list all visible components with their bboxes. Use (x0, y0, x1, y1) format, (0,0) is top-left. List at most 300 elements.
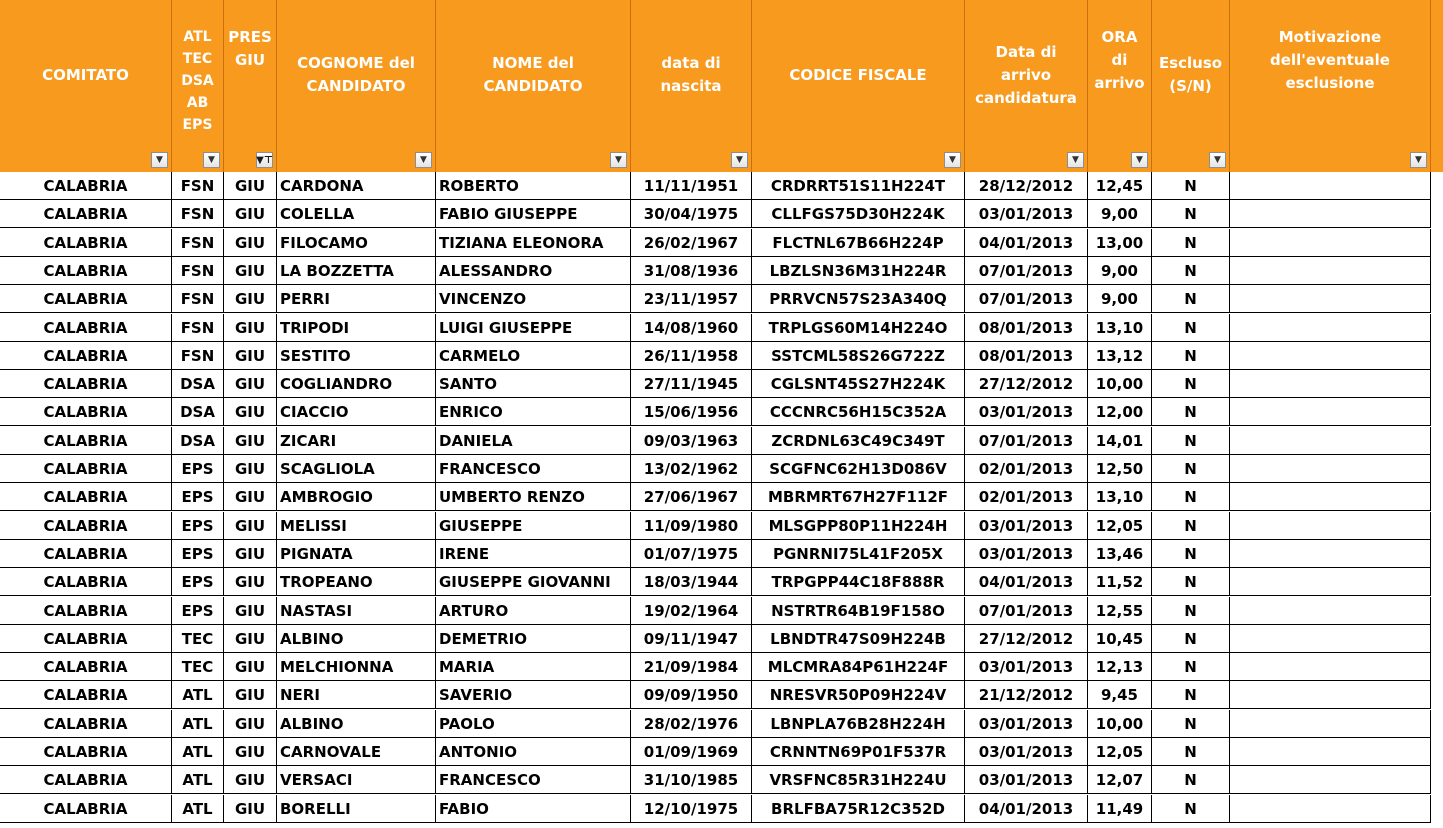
cell-comitato[interactable]: CALABRIA (0, 795, 172, 823)
filter-dropdown-icon[interactable]: ▼ (151, 152, 168, 168)
cell-nome[interactable]: VINCENZO (436, 285, 631, 313)
column-header-label: PRES GIU (228, 28, 272, 69)
cell-comitato[interactable]: CALABRIA (0, 229, 172, 257)
filter-dropdown-icon[interactable]: ▼ (610, 152, 627, 168)
cell-motivazione[interactable] (1230, 314, 1431, 342)
cell-nascita[interactable]: 09/11/1947 (631, 625, 752, 653)
filter-dropdown-icon[interactable]: ▼ (1209, 152, 1226, 168)
cell-pres[interactable]: GIU (224, 257, 277, 285)
cell-tipo[interactable]: DSA (172, 398, 224, 426)
cell-escluso[interactable]: N (1152, 738, 1230, 766)
cell-nascita[interactable]: 23/11/1957 (631, 285, 752, 313)
column-header-ora[interactable] (1088, 0, 1152, 172)
column-header-tipo[interactable] (172, 0, 224, 172)
cell-cf[interactable]: CGLSNT45S27H224K (752, 370, 965, 398)
cell-pres[interactable]: GIU (224, 455, 277, 483)
cell-motivazione[interactable] (1230, 229, 1431, 257)
cell-ora[interactable]: 9,00 (1088, 257, 1152, 285)
cell-ora[interactable]: 12,05 (1088, 738, 1152, 766)
table-row (0, 398, 1443, 426)
cell-nome[interactable]: SANTO (436, 370, 631, 398)
cell-comitato[interactable]: CALABRIA (0, 314, 172, 342)
cell-arrivo[interactable]: 27/12/2012 (965, 625, 1088, 653)
cell-motivazione[interactable] (1230, 398, 1431, 426)
column-header-label: Data di arrivo candidatura (975, 42, 1077, 107)
cell-arrivo[interactable]: 03/01/2013 (965, 653, 1088, 681)
cell-nascita[interactable]: 09/09/1950 (631, 681, 752, 709)
cell-comitato[interactable]: CALABRIA (0, 597, 172, 625)
cell-comitato[interactable]: CALABRIA (0, 342, 172, 370)
cell-tipo[interactable]: ATL (172, 738, 224, 766)
filter-dropdown-icon[interactable]: ▼ (203, 152, 220, 168)
cell-comitato[interactable]: CALABRIA (0, 427, 172, 455)
cell-cf[interactable]: NRESVR50P09H224V (752, 681, 965, 709)
cell-cognome[interactable]: ZICARI (277, 427, 436, 455)
cell-tipo[interactable]: FSN (172, 314, 224, 342)
cell-cognome[interactable]: CIACCIO (277, 398, 436, 426)
cell-escluso[interactable]: N (1152, 512, 1230, 540)
cell-arrivo[interactable]: 02/01/2013 (965, 455, 1088, 483)
cell-nome[interactable]: MARIA (436, 653, 631, 681)
column-header-cognome[interactable] (277, 0, 436, 172)
cell-tipo[interactable]: FSN (172, 285, 224, 313)
cell-cognome[interactable]: TROPEANO (277, 568, 436, 596)
cell-motivazione[interactable] (1230, 483, 1431, 511)
cell-nascita[interactable]: 11/11/1951 (631, 172, 752, 200)
cell-cf[interactable]: CLLFGS75D30H224K (752, 200, 965, 228)
cell-arrivo[interactable]: 21/12/2012 (965, 681, 1088, 709)
cell-motivazione[interactable] (1230, 370, 1431, 398)
cell-motivazione[interactable] (1230, 795, 1431, 823)
cell-tipo[interactable]: DSA (172, 427, 224, 455)
cell-comitato[interactable]: CALABRIA (0, 540, 172, 568)
cell-nome[interactable]: ENRICO (436, 398, 631, 426)
cell-pres[interactable]: GIU (224, 370, 277, 398)
cell-nome[interactable]: DEMETRIO (436, 625, 631, 653)
cell-nome[interactable]: LUIGI GIUSEPPE (436, 314, 631, 342)
column-header-label: COGNOME del CANDIDATO (297, 54, 415, 95)
cell-nascita[interactable]: 14/08/1960 (631, 314, 752, 342)
cell-motivazione[interactable] (1230, 653, 1431, 681)
filter-dropdown-icon[interactable]: ▼ (944, 152, 961, 168)
cell-comitato[interactable]: CALABRIA (0, 710, 172, 738)
cell-nome[interactable]: GIUSEPPE GIOVANNI (436, 568, 631, 596)
cell-ora[interactable]: 12,00 (1088, 398, 1152, 426)
cell-motivazione[interactable] (1230, 710, 1431, 738)
cell-tipo[interactable]: EPS (172, 540, 224, 568)
cell-comitato[interactable]: CALABRIA (0, 681, 172, 709)
cell-cf[interactable]: MBRMRT67H27F112F (752, 483, 965, 511)
cell-comitato[interactable]: CALABRIA (0, 483, 172, 511)
cell-arrivo[interactable]: 28/12/2012 (965, 172, 1088, 200)
filter-dropdown-icon[interactable]: ▼ (1067, 152, 1084, 168)
cell-cf[interactable]: SSTCML58S26G722Z (752, 342, 965, 370)
cell-ora[interactable]: 13,46 (1088, 540, 1152, 568)
cell-comitato[interactable]: CALABRIA (0, 285, 172, 313)
cell-cf[interactable]: FLCTNL67B66H224P (752, 229, 965, 257)
cell-nascita[interactable]: 15/06/1956 (631, 398, 752, 426)
cell-tipo[interactable]: EPS (172, 455, 224, 483)
cell-escluso[interactable]: N (1152, 229, 1230, 257)
cell-escluso[interactable]: N (1152, 795, 1230, 823)
cell-motivazione[interactable] (1230, 766, 1431, 794)
cell-nascita[interactable]: 26/02/1967 (631, 229, 752, 257)
cell-tipo[interactable]: ATL (172, 710, 224, 738)
cell-tipo[interactable]: FSN (172, 257, 224, 285)
cell-nome[interactable]: FRANCESCO (436, 766, 631, 794)
cell-tipo[interactable]: FSN (172, 200, 224, 228)
cell-comitato[interactable]: CALABRIA (0, 370, 172, 398)
table-row (0, 342, 1443, 370)
cell-pres[interactable]: GIU (224, 200, 277, 228)
cell-pres[interactable]: GIU (224, 597, 277, 625)
cell-escluso[interactable]: N (1152, 540, 1230, 568)
table-row (0, 597, 1443, 625)
table-row (0, 710, 1443, 738)
cell-pres[interactable]: GIU (224, 483, 277, 511)
cell-cf[interactable]: ZCRDNL63C49C349T (752, 427, 965, 455)
cell-nome[interactable]: FRANCESCO (436, 455, 631, 483)
cell-comitato[interactable]: CALABRIA (0, 398, 172, 426)
cell-pres[interactable]: GIU (224, 681, 277, 709)
cell-comitato[interactable]: CALABRIA (0, 257, 172, 285)
cell-motivazione[interactable] (1230, 455, 1431, 483)
cell-pres[interactable]: GIU (224, 229, 277, 257)
cell-escluso[interactable]: N (1152, 455, 1230, 483)
cell-arrivo[interactable]: 03/01/2013 (965, 766, 1088, 794)
cell-arrivo[interactable]: 03/01/2013 (965, 540, 1088, 568)
cell-escluso[interactable]: N (1152, 398, 1230, 426)
cell-tipo[interactable]: EPS (172, 568, 224, 596)
cell-cognome[interactable]: COLELLA (277, 200, 436, 228)
cell-tipo[interactable]: ATL (172, 795, 224, 823)
cell-cognome[interactable]: BORELLI (277, 795, 436, 823)
cell-escluso[interactable]: N (1152, 766, 1230, 794)
cell-motivazione[interactable] (1230, 681, 1431, 709)
table-row (0, 540, 1443, 568)
cell-cognome[interactable]: ALBINO (277, 625, 436, 653)
cell-nome[interactable]: IRENE (436, 540, 631, 568)
cell-ora[interactable]: 11,52 (1088, 568, 1152, 596)
cell-cf[interactable]: TRPGPP44C18F888R (752, 568, 965, 596)
column-header-arrivo[interactable] (965, 0, 1088, 172)
cell-cf[interactable]: CRNNTN69P01F537R (752, 738, 965, 766)
cell-cognome[interactable]: MELCHIONNA (277, 653, 436, 681)
column-header-pres[interactable] (224, 0, 277, 172)
cell-tipo[interactable]: DSA (172, 370, 224, 398)
table-row (0, 285, 1443, 313)
cell-tipo[interactable]: TEC (172, 625, 224, 653)
cell-cf[interactable]: LBZLSN36M31H224R (752, 257, 965, 285)
cell-pres[interactable]: GIU (224, 540, 277, 568)
cell-ora[interactable]: 12,50 (1088, 455, 1152, 483)
cell-escluso[interactable]: N (1152, 200, 1230, 228)
cell-arrivo[interactable]: 03/01/2013 (965, 512, 1088, 540)
column-header-label: Escluso (S/N) (1158, 54, 1223, 95)
cell-ora[interactable]: 10,45 (1088, 625, 1152, 653)
cell-nascita[interactable]: 27/06/1967 (631, 483, 752, 511)
cell-nome[interactable]: ALESSANDRO (436, 257, 631, 285)
cell-cognome[interactable]: TRIPODI (277, 314, 436, 342)
cell-arrivo[interactable]: 07/01/2013 (965, 257, 1088, 285)
cell-pres[interactable]: GIU (224, 766, 277, 794)
cell-motivazione[interactable] (1230, 568, 1431, 596)
cell-nome[interactable]: GIUSEPPE (436, 512, 631, 540)
cell-ora[interactable]: 9,00 (1088, 285, 1152, 313)
cell-pres[interactable]: GIU (224, 625, 277, 653)
cell-cognome[interactable]: PIGNATA (277, 540, 436, 568)
cell-tipo[interactable]: ATL (172, 766, 224, 794)
cell-nome[interactable]: PAOLO (436, 710, 631, 738)
cell-nascita[interactable]: 27/11/1945 (631, 370, 752, 398)
cell-pres[interactable]: GIU (224, 285, 277, 313)
cell-cf[interactable]: BRLFBA75R12C352D (752, 795, 965, 823)
cell-nome[interactable]: ARTURO (436, 597, 631, 625)
cell-comitato[interactable]: CALABRIA (0, 738, 172, 766)
cell-ora[interactable]: 11,49 (1088, 795, 1152, 823)
cell-cf[interactable]: PRRVCN57S23A340Q (752, 285, 965, 313)
column-header-label: ORA di arrivo (1094, 28, 1145, 92)
cell-ora[interactable]: 12,13 (1088, 653, 1152, 681)
cell-cognome[interactable]: MELISSI (277, 512, 436, 540)
cell-tipo[interactable]: EPS (172, 597, 224, 625)
cell-escluso[interactable]: N (1152, 568, 1230, 596)
table-row (0, 370, 1443, 398)
cell-comitato[interactable]: CALABRIA (0, 766, 172, 794)
cell-arrivo[interactable]: 07/01/2013 (965, 597, 1088, 625)
cell-tipo[interactable]: FSN (172, 342, 224, 370)
cell-cf[interactable]: CRDRRT51S11H224T (752, 172, 965, 200)
cell-escluso[interactable]: N (1152, 370, 1230, 398)
cell-arrivo[interactable]: 27/12/2012 (965, 370, 1088, 398)
cell-cognome[interactable]: SESTITO (277, 342, 436, 370)
cell-nascita[interactable]: 28/02/1976 (631, 710, 752, 738)
column-header-label: COMITATO (42, 65, 129, 84)
cell-nascita[interactable]: 11/09/1980 (631, 512, 752, 540)
cell-ora[interactable]: 12,07 (1088, 766, 1152, 794)
cell-ora[interactable]: 12,05 (1088, 512, 1152, 540)
cell-escluso[interactable]: N (1152, 257, 1230, 285)
cell-escluso[interactable]: N (1152, 483, 1230, 511)
cell-comitato[interactable]: CALABRIA (0, 653, 172, 681)
cell-ora[interactable]: 13,10 (1088, 314, 1152, 342)
cell-pres[interactable]: GIU (224, 427, 277, 455)
cell-ora[interactable]: 10,00 (1088, 710, 1152, 738)
cell-escluso[interactable]: N (1152, 285, 1230, 313)
cell-escluso[interactable]: N (1152, 597, 1230, 625)
cell-nascita[interactable]: 30/04/1975 (631, 200, 752, 228)
table-row (0, 229, 1443, 257)
cell-motivazione[interactable] (1230, 342, 1431, 370)
cell-escluso[interactable]: N (1152, 342, 1230, 370)
cell-tipo[interactable]: TEC (172, 653, 224, 681)
cell-nome[interactable]: FABIO GIUSEPPE (436, 200, 631, 228)
cell-ora[interactable]: 13,00 (1088, 229, 1152, 257)
table-row (0, 766, 1443, 794)
cell-cognome[interactable]: COGLIANDRO (277, 370, 436, 398)
cell-nascita[interactable]: 18/03/1944 (631, 568, 752, 596)
cell-arrivo[interactable]: 07/01/2013 (965, 427, 1088, 455)
cell-ora[interactable]: 13,12 (1088, 342, 1152, 370)
cell-motivazione[interactable] (1230, 738, 1431, 766)
cell-pres[interactable]: GIU (224, 172, 277, 200)
cell-cf[interactable]: MLSGPP80P11H224H (752, 512, 965, 540)
cell-ora[interactable]: 12,45 (1088, 172, 1152, 200)
cell-escluso[interactable]: N (1152, 172, 1230, 200)
filter-dropdown-icon[interactable]: ▼ (1410, 152, 1427, 168)
table-row (0, 795, 1443, 823)
filter-dropdown-icon[interactable]: ▼ (415, 152, 432, 168)
cell-cognome[interactable]: LA BOZZETTA (277, 257, 436, 285)
cell-ora[interactable]: 9,00 (1088, 200, 1152, 228)
cell-cf[interactable]: MLCMRA84P61H224F (752, 653, 965, 681)
filter-dropdown-icon[interactable]: ▼ (1131, 152, 1148, 168)
cell-nascita[interactable]: 19/02/1964 (631, 597, 752, 625)
cell-nome[interactable]: FABIO (436, 795, 631, 823)
cell-cf[interactable]: SCGFNC62H13D086V (752, 455, 965, 483)
cell-cf[interactable]: NSTRTR64B19F158O (752, 597, 965, 625)
column-header-label: CODICE FISCALE (789, 65, 927, 84)
table-row (0, 172, 1443, 200)
cell-pres[interactable]: GIU (224, 398, 277, 426)
cell-arrivo[interactable]: 02/01/2013 (965, 483, 1088, 511)
table-row (0, 653, 1443, 681)
cell-comitato[interactable]: CALABRIA (0, 568, 172, 596)
cell-tipo[interactable]: ATL (172, 681, 224, 709)
cell-cf[interactable]: PGNRNI75L41F205X (752, 540, 965, 568)
cell-comitato[interactable]: CALABRIA (0, 455, 172, 483)
cell-arrivo[interactable]: 08/01/2013 (965, 342, 1088, 370)
cell-nascita[interactable]: 31/08/1936 (631, 257, 752, 285)
table-row (0, 427, 1443, 455)
cell-nascita[interactable]: 01/07/1975 (631, 540, 752, 568)
cell-arrivo[interactable]: 03/01/2013 (965, 200, 1088, 228)
cell-nascita[interactable]: 21/09/1984 (631, 653, 752, 681)
cell-nascita[interactable]: 26/11/1958 (631, 342, 752, 370)
cell-cognome[interactable]: FILOCAMO (277, 229, 436, 257)
cell-cf[interactable]: VRSFNC85R31H224U (752, 766, 965, 794)
cell-pres[interactable]: GIU (224, 568, 277, 596)
cell-ora[interactable]: 14,01 (1088, 427, 1152, 455)
cell-arrivo[interactable]: 03/01/2013 (965, 738, 1088, 766)
cell-cognome[interactable]: CARNOVALE (277, 738, 436, 766)
cell-ora[interactable]: 13,10 (1088, 483, 1152, 511)
cell-pres[interactable]: GIU (224, 710, 277, 738)
table-row (0, 738, 1443, 766)
cell-nome[interactable]: SAVERIO (436, 681, 631, 709)
column-header-cf[interactable] (752, 0, 965, 172)
cell-motivazione[interactable] (1230, 512, 1431, 540)
cell-motivazione[interactable] (1230, 540, 1431, 568)
column-header-nascita[interactable] (631, 0, 752, 172)
cell-nascita[interactable]: 09/03/1963 (631, 427, 752, 455)
cell-nascita[interactable]: 13/02/1962 (631, 455, 752, 483)
cell-arrivo[interactable]: 04/01/2013 (965, 568, 1088, 596)
cell-escluso[interactable]: N (1152, 314, 1230, 342)
cell-cognome[interactable]: ALBINO (277, 710, 436, 738)
table-row (0, 681, 1443, 709)
cell-escluso[interactable]: N (1152, 681, 1230, 709)
cell-cognome[interactable]: NASTASI (277, 597, 436, 625)
cell-ora[interactable]: 10,00 (1088, 370, 1152, 398)
cell-cf[interactable]: CCCNRC56H15C352A (752, 398, 965, 426)
cell-escluso[interactable]: N (1152, 427, 1230, 455)
cell-comitato[interactable]: CALABRIA (0, 625, 172, 653)
cell-nome[interactable]: UMBERTO RENZO (436, 483, 631, 511)
filter-active-icon[interactable]: ▼⊤ (256, 152, 273, 168)
cell-comitato[interactable]: CALABRIA (0, 200, 172, 228)
cell-tipo[interactable]: EPS (172, 512, 224, 540)
cell-nome[interactable]: DANIELA (436, 427, 631, 455)
column-header-escluso[interactable] (1152, 0, 1230, 172)
cell-arrivo[interactable]: 03/01/2013 (965, 710, 1088, 738)
column-header-comitato[interactable] (0, 0, 172, 172)
cell-cognome[interactable]: PERRI (277, 285, 436, 313)
cell-motivazione[interactable] (1230, 285, 1431, 313)
cell-motivazione[interactable] (1230, 625, 1431, 653)
cell-cf[interactable]: TRPLGS60M14H224O (752, 314, 965, 342)
cell-nome[interactable]: TIZIANA ELEONORA (436, 229, 631, 257)
cell-pres[interactable]: GIU (224, 314, 277, 342)
cell-pres[interactable]: GIU (224, 342, 277, 370)
cell-pres[interactable]: GIU (224, 512, 277, 540)
cell-ora[interactable]: 9,45 (1088, 681, 1152, 709)
cell-nome[interactable]: ANTONIO (436, 738, 631, 766)
cell-cf[interactable]: LBNPLA76B28H224H (752, 710, 965, 738)
column-header-label: NOME del CANDIDATO (483, 54, 583, 95)
cell-nascita[interactable]: 01/09/1969 (631, 738, 752, 766)
cell-tipo[interactable]: FSN (172, 229, 224, 257)
cell-tipo[interactable]: FSN (172, 172, 224, 200)
column-header-label: ATL TEC DSA AB EPS (181, 29, 214, 133)
cell-comitato[interactable]: CALABRIA (0, 512, 172, 540)
cell-comitato[interactable]: CALABRIA (0, 172, 172, 200)
cell-cognome[interactable]: SCAGLIOLA (277, 455, 436, 483)
cell-motivazione[interactable] (1230, 200, 1431, 228)
cell-nome[interactable]: CARMELO (436, 342, 631, 370)
cell-cognome[interactable]: CARDONA (277, 172, 436, 200)
cell-tipo[interactable]: EPS (172, 483, 224, 511)
cell-cognome[interactable]: NERI (277, 681, 436, 709)
cell-cognome[interactable]: AMBROGIO (277, 483, 436, 511)
cell-motivazione[interactable] (1230, 257, 1431, 285)
column-header-nome[interactable] (436, 0, 631, 172)
cell-escluso[interactable]: N (1152, 625, 1230, 653)
cell-pres[interactable]: GIU (224, 795, 277, 823)
cell-motivazione[interactable] (1230, 172, 1431, 200)
cell-cf[interactable]: LBNDTR47S09H224B (752, 625, 965, 653)
table-row (0, 625, 1443, 653)
cell-pres[interactable]: GIU (224, 653, 277, 681)
filter-dropdown-icon[interactable]: ▼ (731, 152, 748, 168)
cell-arrivo[interactable]: 04/01/2013 (965, 795, 1088, 823)
cell-motivazione[interactable] (1230, 597, 1431, 625)
cell-nascita[interactable]: 12/10/1975 (631, 795, 752, 823)
cell-escluso[interactable]: N (1152, 653, 1230, 681)
cell-arrivo[interactable]: 04/01/2013 (965, 229, 1088, 257)
cell-nome[interactable]: ROBERTO (436, 172, 631, 200)
cell-motivazione[interactable] (1230, 427, 1431, 455)
cell-cognome[interactable]: VERSACI (277, 766, 436, 794)
cell-pres[interactable]: GIU (224, 738, 277, 766)
cell-arrivo[interactable]: 07/01/2013 (965, 285, 1088, 313)
cell-ora[interactable]: 12,55 (1088, 597, 1152, 625)
cell-nascita[interactable]: 31/10/1985 (631, 766, 752, 794)
cell-arrivo[interactable]: 03/01/2013 (965, 398, 1088, 426)
cell-arrivo[interactable]: 08/01/2013 (965, 314, 1088, 342)
cell-escluso[interactable]: N (1152, 710, 1230, 738)
column-header-motivazione[interactable] (1230, 0, 1431, 172)
